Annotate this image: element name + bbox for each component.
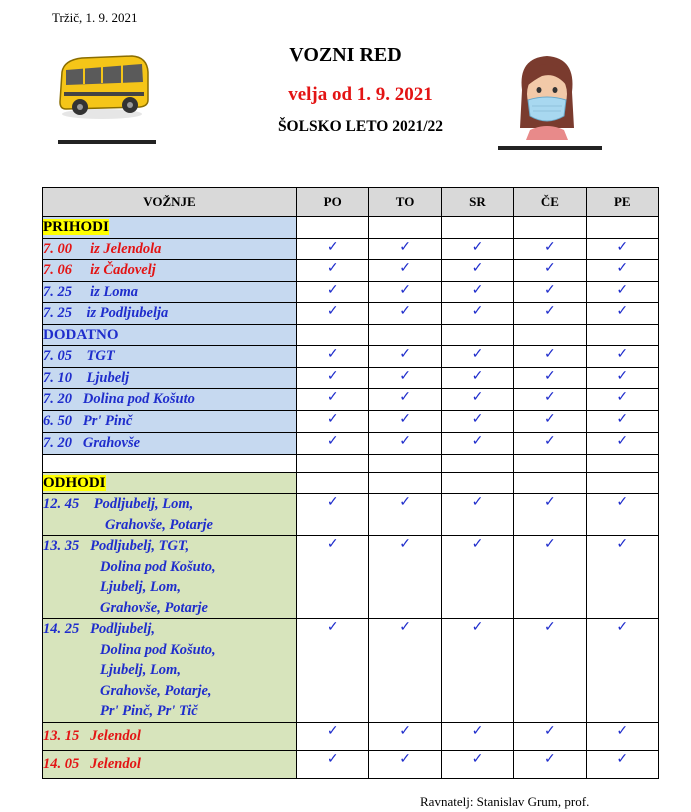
check-mark: ✓	[297, 367, 369, 389]
check-mark: ✓	[514, 346, 586, 368]
check-mark: ✓	[369, 494, 441, 536]
check-mark: ✓	[586, 536, 658, 619]
check-mark: ✓	[297, 433, 369, 455]
school-year: ŠOLSKO LETO 2021/22	[277, 118, 444, 135]
check-mark: ✓	[441, 367, 513, 389]
check-mark: ✓	[369, 389, 441, 411]
check-mark: ✓	[297, 619, 369, 723]
table-row	[43, 389, 659, 411]
check-mark: ✓	[586, 281, 658, 303]
route-cell: 7. 10 Ljubelj	[43, 367, 297, 389]
check-mark: ✓	[441, 389, 513, 411]
check-mark: ✓	[441, 751, 513, 779]
check-mark: ✓	[586, 367, 658, 389]
column-header: PO	[297, 188, 369, 217]
route-cell: 14. 05 Jelendol	[43, 751, 297, 779]
timetable	[42, 187, 659, 779]
check-mark: ✓	[514, 238, 586, 260]
route-cell: 7. 25 iz Podljubelja	[43, 303, 297, 325]
check-mark: ✓	[297, 536, 369, 619]
check-mark: ✓	[441, 346, 513, 368]
check-mark: ✓	[441, 238, 513, 260]
check-mark: ✓	[369, 346, 441, 368]
check-mark: ✓	[514, 411, 586, 433]
table-row	[43, 281, 659, 303]
route-cell: 7. 05 TGT	[43, 346, 297, 368]
table-row	[43, 433, 659, 455]
check-mark: ✓	[441, 494, 513, 536]
check-mark: ✓	[369, 536, 441, 619]
route-cell: 6. 50 Pr' Pinč	[43, 411, 297, 433]
check-mark: ✓	[297, 303, 369, 325]
check-mark: ✓	[369, 411, 441, 433]
check-mark: ✓	[586, 346, 658, 368]
check-mark: ✓	[369, 260, 441, 282]
check-mark: ✓	[369, 303, 441, 325]
section-row	[43, 472, 659, 494]
check-mark: ✓	[441, 536, 513, 619]
table-row	[43, 346, 659, 368]
check-mark: ✓	[514, 723, 586, 751]
route-cell: 12. 45 Podljubelj, Lom, Grahovše, Potarje	[43, 494, 297, 536]
spacer-row	[43, 454, 659, 472]
check-mark: ✓	[297, 411, 369, 433]
check-mark: ✓	[514, 619, 586, 723]
check-mark: ✓	[586, 411, 658, 433]
check-mark: ✓	[586, 389, 658, 411]
check-mark: ✓	[297, 389, 369, 411]
check-mark: ✓	[369, 433, 441, 455]
route-cell: 13. 15 Jelendol	[43, 723, 297, 751]
image-caption-strip	[58, 140, 156, 144]
image-caption-strip	[498, 146, 602, 150]
check-mark: ✓	[441, 260, 513, 282]
check-mark: ✓	[441, 281, 513, 303]
check-mark: ✓	[369, 619, 441, 723]
check-mark: ✓	[514, 281, 586, 303]
check-mark: ✓	[441, 303, 513, 325]
table-row	[43, 303, 659, 325]
check-mark: ✓	[297, 260, 369, 282]
check-mark: ✓	[297, 238, 369, 260]
table-row	[43, 751, 659, 779]
check-mark: ✓	[297, 346, 369, 368]
check-mark: ✓	[586, 260, 658, 282]
column-header: ČE	[514, 188, 586, 217]
table-row	[43, 619, 659, 723]
check-mark: ✓	[369, 238, 441, 260]
check-mark: ✓	[586, 433, 658, 455]
check-mark: ✓	[369, 367, 441, 389]
route-cell: 7. 20 Grahovše	[43, 433, 297, 455]
route-cell: 7. 20 Dolina pod Košuto	[43, 389, 297, 411]
section-label: ODHODI	[43, 472, 297, 494]
column-header: SR	[441, 188, 513, 217]
valid-from: velja od 1. 9. 2021	[288, 84, 433, 105]
check-mark: ✓	[514, 303, 586, 325]
document-date: Tržič, 1. 9. 2021	[52, 10, 138, 25]
column-header: TO	[369, 188, 441, 217]
woman-with-mask-icon	[512, 50, 582, 140]
check-mark: ✓	[586, 238, 658, 260]
check-mark: ✓	[514, 494, 586, 536]
check-mark: ✓	[369, 751, 441, 779]
table-header-row	[43, 188, 659, 217]
table-row	[43, 238, 659, 260]
check-mark: ✓	[586, 751, 658, 779]
check-mark: ✓	[586, 619, 658, 723]
table-row	[43, 494, 659, 536]
check-mark: ✓	[441, 411, 513, 433]
column-header: VOŽNJE	[43, 188, 297, 217]
check-mark: ✓	[514, 536, 586, 619]
check-mark: ✓	[586, 303, 658, 325]
check-mark: ✓	[369, 723, 441, 751]
principal-signature: Ravnatelj: Stanislav Grum, prof.	[420, 794, 590, 809]
table-row	[43, 367, 659, 389]
check-mark: ✓	[514, 367, 586, 389]
check-mark: ✓	[441, 723, 513, 751]
document-title: VOZNI RED	[289, 44, 402, 66]
section-label: DODATNO	[43, 324, 297, 346]
table-row	[43, 723, 659, 751]
check-mark: ✓	[586, 494, 658, 536]
check-mark: ✓	[297, 494, 369, 536]
route-cell: 14. 25 Podljubelj, Dolina pod Košuto, Ljubelj, Lom, Grahovše, Potarje, Pr' Pinč, Pr' Tič	[43, 619, 297, 723]
section-label: PRIHODI	[43, 217, 297, 239]
route-cell: 7. 06 iz Čadovelj	[43, 260, 297, 282]
column-header: PE	[586, 188, 658, 217]
check-mark: ✓	[297, 281, 369, 303]
check-mark: ✓	[586, 723, 658, 751]
route-cell: 7. 25 iz Loma	[43, 281, 297, 303]
check-mark: ✓	[441, 619, 513, 723]
check-mark: ✓	[514, 260, 586, 282]
check-mark: ✓	[297, 751, 369, 779]
table-row	[43, 260, 659, 282]
check-mark: ✓	[369, 281, 441, 303]
check-mark: ✓	[441, 433, 513, 455]
check-mark: ✓	[514, 751, 586, 779]
section-row	[43, 324, 659, 346]
route-cell: 7. 00 iz Jelendola	[43, 238, 297, 260]
route-cell: 13. 35 Podljubelj, TGT, Dolina pod Košuto, Ljubelj, Lom, Grahovše, Potarje	[43, 536, 297, 619]
section-row	[43, 217, 659, 239]
check-mark: ✓	[514, 433, 586, 455]
table-row	[43, 411, 659, 433]
table-row	[43, 536, 659, 619]
check-mark: ✓	[514, 389, 586, 411]
check-mark: ✓	[297, 723, 369, 751]
school-bus-icon	[52, 52, 152, 122]
